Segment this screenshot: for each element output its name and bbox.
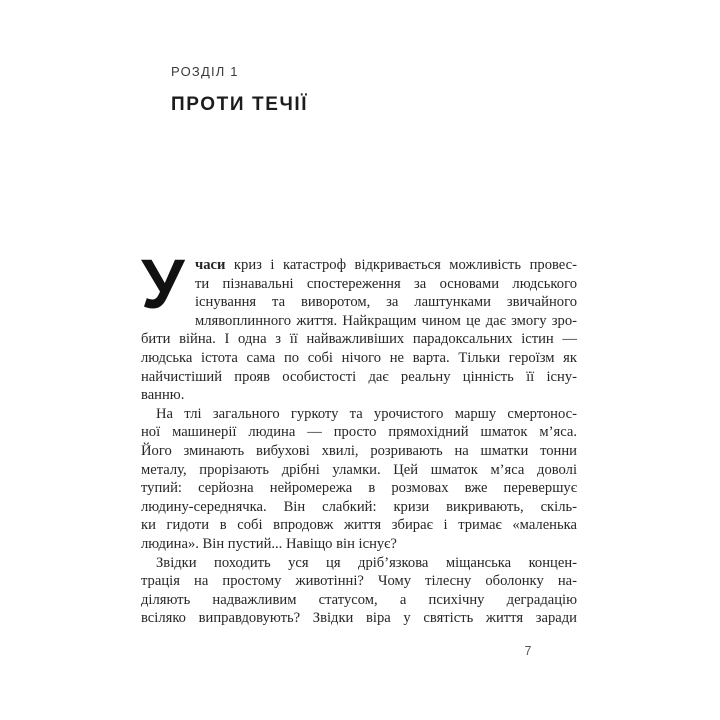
text-line: ки гидоти в собі впродовж життя збирає і тримає «маленька <box>141 517 577 534</box>
text-line: бити війна. І одна з її найважливіших парадоксальних істин — <box>141 331 577 348</box>
chapter-number: РОЗДІЛ 1 <box>171 64 239 79</box>
text-line: людська істота сама по собі нічого не варта. Тільки героїзм як <box>141 349 577 366</box>
paragraph <box>141 405 577 554</box>
text-line: ти пізнавальні спостереження за основами людського <box>195 275 577 292</box>
paragraph <box>141 245 577 405</box>
text-line: часи криз і катастроф відкривається можливість провес- <box>195 257 577 273</box>
text-line: тупий: серйозна нейромережа в розмовах вже перевершує <box>141 480 577 497</box>
text-line: Його зминають вибухові хвилі, розривають на шматки тонни <box>141 442 577 459</box>
text-line: металу, прорізають дрібні уламки. Цей шматок м’яса доволі <box>141 461 577 478</box>
text-line: всіляко виправдовують? Звідки віра у святість життя заради <box>141 610 577 627</box>
text-line: існування та виворотом, за лаштунками звичайного <box>195 294 577 311</box>
text-line: діляють надважливим статусом, а психічну деградацію <box>141 591 577 608</box>
paragraph <box>141 554 577 628</box>
text-line: ванню. <box>141 387 185 404</box>
page-number: 7 <box>524 644 532 658</box>
text-line: млявоплинного життя. Найкращим чином це дає змогу зро- <box>195 312 577 329</box>
text-line: людина». Він пустий... Навіщо він існує? <box>141 535 397 552</box>
text-line: Звідки походить уся ця дріб’язкова міщанська концен- <box>156 554 577 571</box>
text-line: ної машинерії людина — просто прямохідний шматок м’яса. <box>141 424 577 441</box>
drop-cap: У <box>141 245 185 323</box>
lead-word: часи <box>195 257 226 273</box>
body-text <box>141 245 577 628</box>
text-line: трація на простому животінні? Чому тілесну оболонку на- <box>141 573 577 590</box>
text-line: На тлі загального гуркоту та урочистого маршу смертонос- <box>156 405 577 422</box>
chapter-title: ПРОТИ ТЕЧІЇ <box>171 94 309 115</box>
text-line: найчистіший прояв особистості дає реальну цінність її існу- <box>141 368 577 385</box>
text-line: людину-середнячка. Він слабкий: кризи викривають, скіль- <box>141 498 577 515</box>
